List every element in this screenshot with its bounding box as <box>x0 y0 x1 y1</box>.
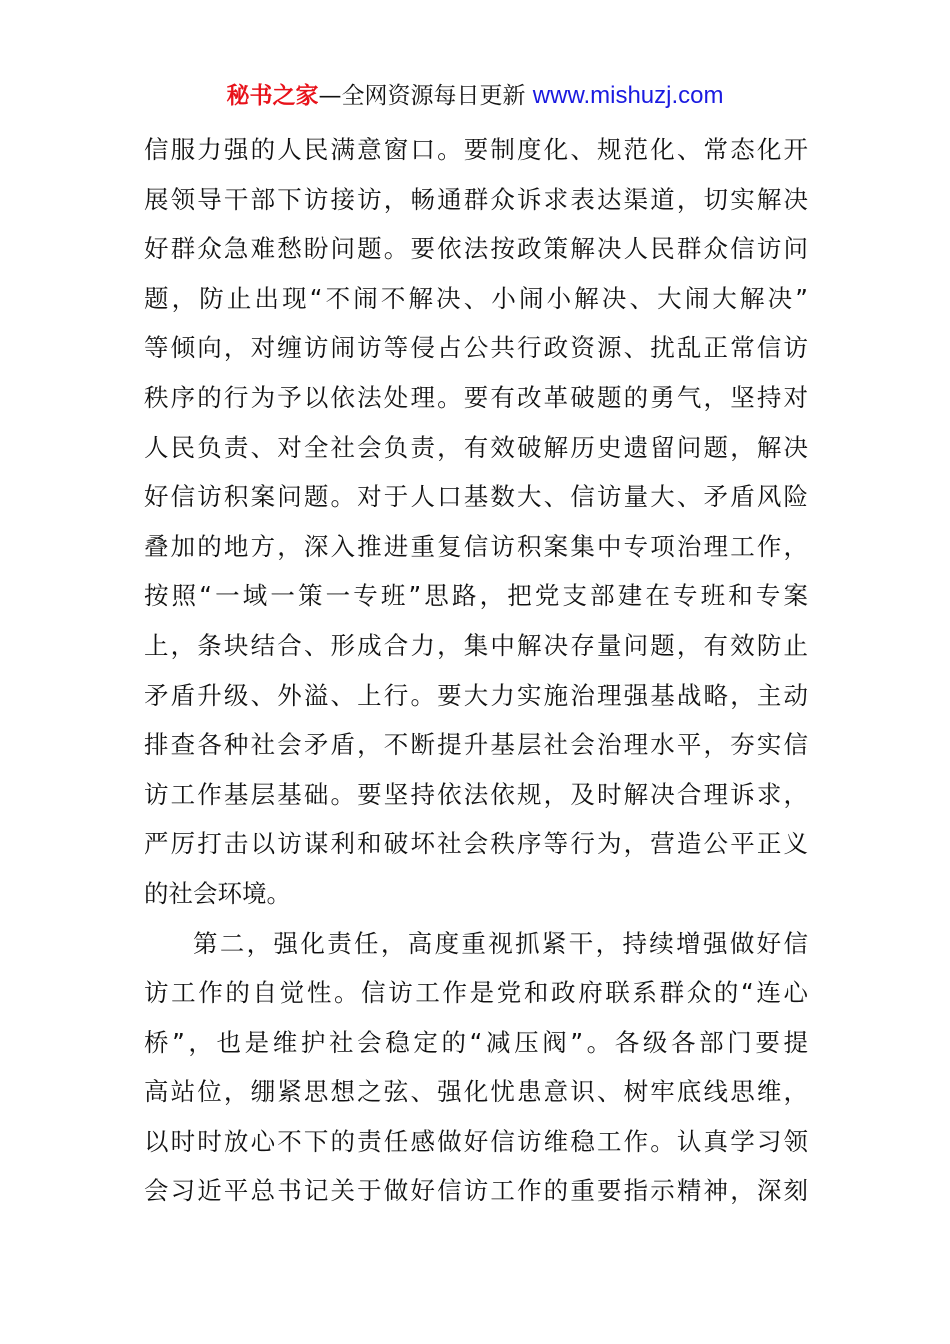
text-line: 严厉打击以访谋利和破坏社会秩序等行为，营造公平正义 <box>144 829 808 859</box>
text-line: 桥”，也是维护社会稳定的“减压阀”。各级各部门要提 <box>144 1027 808 1057</box>
brand-name: 秘书之家 <box>226 83 319 109</box>
text-line: 矛盾升级、外溢、上行。要大力实施治理强基战略，主动 <box>144 680 808 710</box>
text-line: 题，防止出现“不闹不解决、小闹小解决、大闹大解决” <box>144 283 808 313</box>
site-link[interactable]: www.mishuzj.com <box>532 82 724 109</box>
text-line: 信服力强的人民满意窗口。要制度化、规范化、常态化开 <box>144 135 808 164</box>
text-line: 好信访积案问题。对于人口基数大、信访量大、矛盾风险 <box>144 482 808 512</box>
text-line: 高站位，绷紧思想之弦、强化忧患意识、树牢底线思维， <box>144 1077 808 1107</box>
text-line: 的社会环境。 <box>144 878 291 908</box>
paragraph-start-line: 第二，强化责任，高度重视抓紧干，持续增强做好信 <box>193 928 808 958</box>
text-line: 叠加的地方，深入推进重复信访积案集中专项治理工作， <box>144 531 808 561</box>
text-line: 访工作的自觉性。信访工作是党和政府联系群众的“连心 <box>144 978 808 1008</box>
text-line: 会习近平总书记关于做好信访工作的重要指示精神，深刻 <box>144 1176 808 1206</box>
header-tagline: —全网资源每日更新 <box>318 83 533 109</box>
document-body <box>144 125 808 1216</box>
text-line: 访工作基层基础。要坚持依法依规，及时解决合理诉求， <box>144 779 808 809</box>
text-line: 上，条块结合、形成合力，集中解决存量问题，有效防止 <box>144 630 808 660</box>
text-line: 展领导干部下访接访，畅通群众诉求表达渠道，切实解决 <box>144 184 808 214</box>
text-line: 排查各种社会矛盾，不断提升基层社会治理水平，夯实信 <box>144 730 808 760</box>
text-line: 人民负责、对全社会负责，有效破解历史遗留问题，解决 <box>144 432 808 462</box>
text-line: 等倾向，对缠访闹访等侵占公共行政资源、扰乱正常信访 <box>144 333 808 363</box>
text-line: 好群众急难愁盼问题。要依法按政策解决人民群众信访问 <box>144 234 808 264</box>
text-line: 秩序的行为予以依法处理。要有改革破题的勇气，坚持对 <box>144 382 808 412</box>
site-header <box>0 78 950 114</box>
text-line: 按照“一域一策一专班”思路，把党支部建在专班和专案 <box>144 581 808 611</box>
text-line: 以时时放心不下的责任感做好信访维稳工作。认真学习领 <box>144 1126 808 1156</box>
